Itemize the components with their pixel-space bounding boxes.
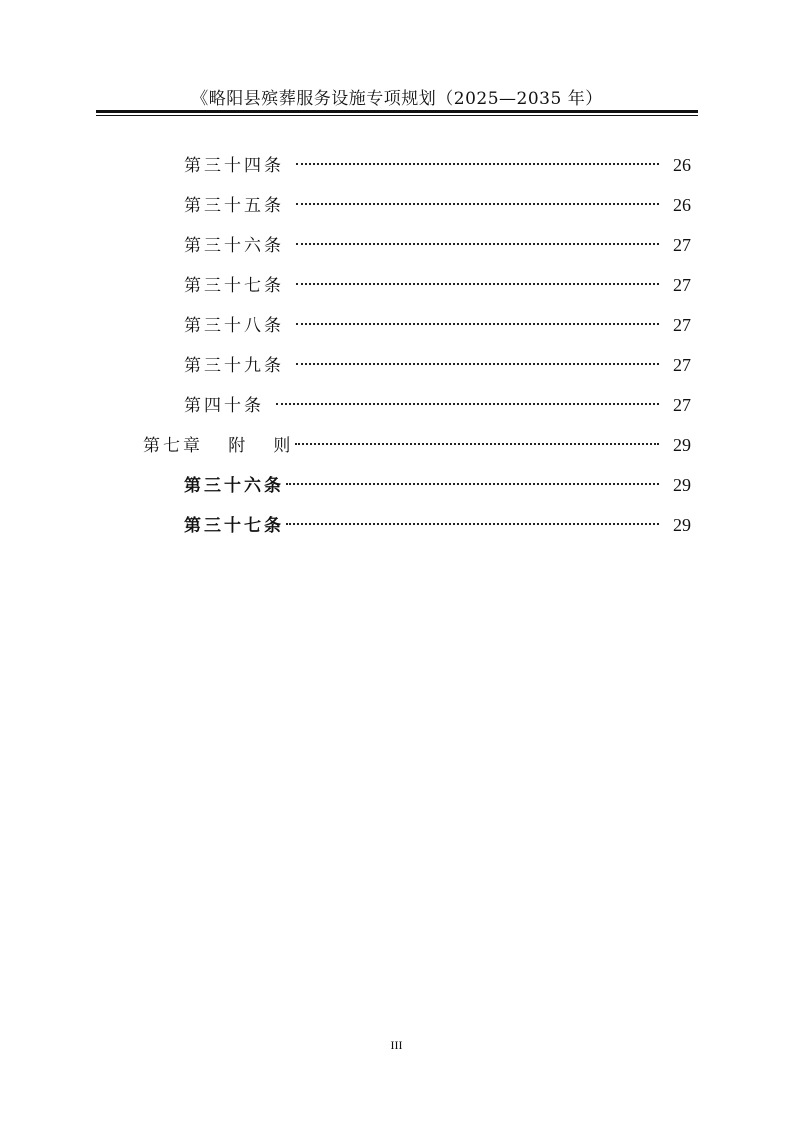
toc-entry-label: 第三十五条: [184, 196, 284, 216]
toc-entry-page: 29: [673, 475, 691, 495]
toc-entry[interactable]: [0, 509, 793, 549]
toc-entry-page: 27: [673, 355, 691, 375]
toc-entry-page: 29: [673, 435, 691, 455]
header-rule-thick: [96, 110, 698, 113]
toc-entry-label: 第三十九条: [184, 356, 284, 376]
toc-dot-leader: [296, 162, 659, 165]
toc-entry-label: 第三十六条: [184, 236, 284, 256]
toc-dot-leader: [296, 282, 659, 285]
toc-entry[interactable]: [0, 229, 793, 269]
toc-entry[interactable]: [0, 149, 793, 189]
toc-entry[interactable]: [0, 269, 793, 309]
toc-chapter-entry[interactable]: [0, 429, 793, 469]
toc-dot-leader: [296, 202, 659, 205]
toc-dot-leader: [276, 402, 659, 405]
toc-entry-page: 27: [673, 275, 691, 295]
toc-entry-label: 第三十六条: [184, 476, 284, 496]
toc-dot-leader: [296, 362, 659, 365]
toc-entry-page: 27: [673, 315, 691, 335]
table-of-contents: [0, 149, 793, 549]
footer-page-number: III: [390, 1038, 403, 1052]
toc-entry-page: 26: [673, 155, 691, 175]
toc-entry[interactable]: [0, 349, 793, 389]
toc-dot-leader: [295, 442, 659, 445]
header-rule-thin: [96, 115, 698, 116]
document-header-title: 《略阳县殡葬服务设施专项规划（2025—2035 年）: [191, 89, 603, 109]
toc-entry-label: 第三十七条: [184, 516, 284, 536]
toc-entry-page: 27: [673, 395, 691, 415]
toc-entry[interactable]: [0, 469, 793, 509]
toc-dot-leader: [286, 482, 659, 485]
toc-entry-page: 27: [673, 235, 691, 255]
toc-dot-leader: [286, 522, 659, 525]
toc-dot-leader: [296, 242, 659, 245]
toc-entry-page: 26: [673, 195, 691, 215]
toc-entry[interactable]: [0, 389, 793, 429]
toc-entry[interactable]: [0, 309, 793, 349]
toc-entry-label: 第四十条: [184, 396, 264, 416]
toc-entry-label: 第三十四条: [184, 156, 284, 176]
toc-entry[interactable]: [0, 189, 793, 229]
toc-entry-label: 第三十七条: [184, 276, 284, 296]
toc-dot-leader: [296, 322, 659, 325]
toc-chapter-label: 第七章 附 则: [143, 436, 294, 456]
toc-entry-label: 第三十八条: [184, 316, 284, 336]
toc-entry-page: 29: [673, 515, 691, 535]
